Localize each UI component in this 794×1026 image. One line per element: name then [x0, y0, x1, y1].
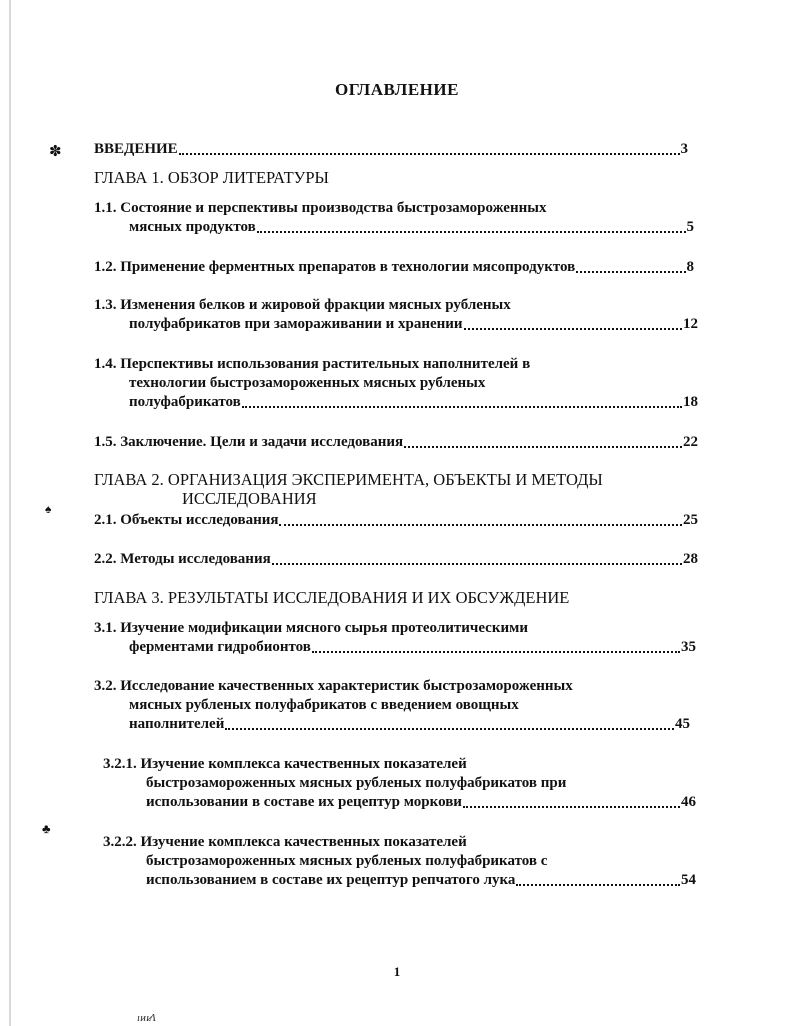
toc-entry-2-2[interactable]: [94, 550, 698, 569]
toc-entry-1-4[interactable]: [94, 355, 698, 412]
toc-entry-line: 1.4. Перспективы использования растительных наполнителей в: [94, 356, 531, 372]
toc-entry-line: ферментами гидробионтов: [129, 639, 311, 655]
dot-leader: [576, 271, 685, 273]
toc-entry-page: 18: [683, 394, 698, 410]
toc-chapter-1[interactable]: [94, 168, 329, 187]
chapter-heading: ИССЛЕДОВАНИЯ: [182, 489, 317, 508]
toc-entry-line: мясных рубленых полуфабрикатов с введением овощных: [129, 697, 519, 713]
dot-leader: [312, 651, 680, 653]
page-title: ОГЛАВЛЕНИЕ: [335, 80, 459, 99]
toc-entry-page: 35: [681, 639, 696, 655]
toc-entry-page: 25: [683, 512, 698, 528]
toc-entry-1-2[interactable]: [94, 258, 694, 277]
scan-speck: ♣: [42, 821, 51, 836]
toc-entry-line: 3.2.2. Изучение комплекса качественных показателей: [103, 834, 467, 850]
toc-entry-line: 3.1. Изучение модификации мясного сырья протеолитическими: [94, 620, 528, 636]
footer-scribble: ıı̷ıı̷Ʌ: [137, 1012, 156, 1024]
toc-entry-3-2-1[interactable]: [103, 755, 696, 812]
toc-entry-intro[interactable]: [94, 140, 688, 159]
toc-entry-line: технологии быстрозамороженных мясных рубленых: [129, 375, 486, 391]
scan-speck: ✽: [49, 144, 62, 160]
dot-leader: [279, 524, 682, 526]
toc-entry-page: 28: [683, 551, 698, 567]
dot-leader: [225, 728, 674, 730]
toc-entry-1-1[interactable]: [94, 199, 694, 237]
toc-entry-label: ВВЕДЕНИЕ: [94, 141, 178, 157]
toc-entry-line: 3.2. Исследование качественных характеристик быстрозамороженных: [94, 678, 573, 694]
toc-chapter-3[interactable]: [94, 588, 569, 607]
toc-entry-page: 5: [686, 219, 694, 235]
toc-entry-page: 12: [683, 316, 698, 332]
dot-leader: [179, 153, 680, 155]
toc-entry-1-5[interactable]: [94, 433, 698, 452]
dot-leader: [516, 884, 680, 886]
toc-entry-page: 22: [683, 434, 698, 450]
toc-entry-page: 8: [686, 259, 694, 275]
toc-entry-line: 1.1. Состояние и перспективы производства быстрозамороженных: [94, 200, 547, 216]
toc-entry-page: 54: [681, 872, 696, 888]
toc-entry-2-1[interactable]: [94, 511, 698, 530]
dot-leader: [464, 328, 682, 330]
chapter-heading: ГЛАВА 1. ОБЗОР ЛИТЕРАТУРЫ: [94, 168, 329, 187]
toc-entry-line: 1.2. Применение ферментных препаратов в технологии мясопродуктов: [94, 259, 576, 275]
dot-leader: [242, 406, 682, 408]
toc-entry-line: полуфабрикатов при замораживании и хранении: [129, 316, 463, 332]
page-number: 1: [393, 964, 401, 979]
toc-entry-1-3[interactable]: [94, 296, 698, 334]
dot-leader: [404, 446, 682, 448]
toc-entry-line: 2.1. Объекты исследования: [94, 512, 279, 528]
scan-speck: ♠: [45, 502, 52, 516]
toc-entry-3-1[interactable]: [94, 619, 696, 657]
toc-entry-line: 2.2. Методы исследования: [94, 551, 271, 567]
toc-entry-3-2[interactable]: [94, 677, 690, 734]
toc-entry-line: полуфабрикатов: [129, 394, 241, 410]
toc-entry-line: использовании в составе их рецептур моркови: [146, 794, 462, 810]
toc-entry-page: 3: [680, 141, 688, 157]
toc-entry-line: быстрозамороженных мясных рубленых полуфабрикатов с: [146, 853, 548, 869]
toc-entry-line: 1.3. Изменения белков и жировой фракции мясных рубленых: [94, 297, 511, 313]
toc-chapter-2[interactable]: [94, 470, 603, 508]
dot-leader: [463, 806, 680, 808]
toc-entry-3-2-2[interactable]: [103, 833, 696, 890]
toc-entry-line: наполнителей: [129, 716, 225, 732]
toc-entry-line: 1.5. Заключение. Цели и задачи исследования: [94, 434, 404, 450]
toc-entry-line: мясных продуктов: [129, 219, 256, 235]
toc-entry-line: 3.2.1. Изучение комплекса качественных показателей: [103, 756, 467, 772]
dot-leader: [257, 231, 686, 233]
scan-edge: [9, 0, 11, 1026]
chapter-heading: ГЛАВА 2. ОРГАНИЗАЦИЯ ЭКСПЕРИМЕНТА, ОБЪЕКТЫ И МЕТОДЫ: [94, 470, 603, 489]
chapter-heading: ГЛАВА 3. РЕЗУЛЬТАТЫ ИССЛЕДОВАНИЯ И ИХ ОБСУЖДЕНИЕ: [94, 588, 570, 607]
dot-leader: [272, 563, 682, 565]
toc-entry-page: 45: [675, 716, 690, 732]
toc-entry-line: быстрозамороженных мясных рубленых полуфабрикатов при: [146, 775, 567, 791]
toc-entry-line: использованием в составе их рецептур репчатого лука: [146, 872, 516, 888]
toc-entry-page: 46: [681, 794, 696, 810]
